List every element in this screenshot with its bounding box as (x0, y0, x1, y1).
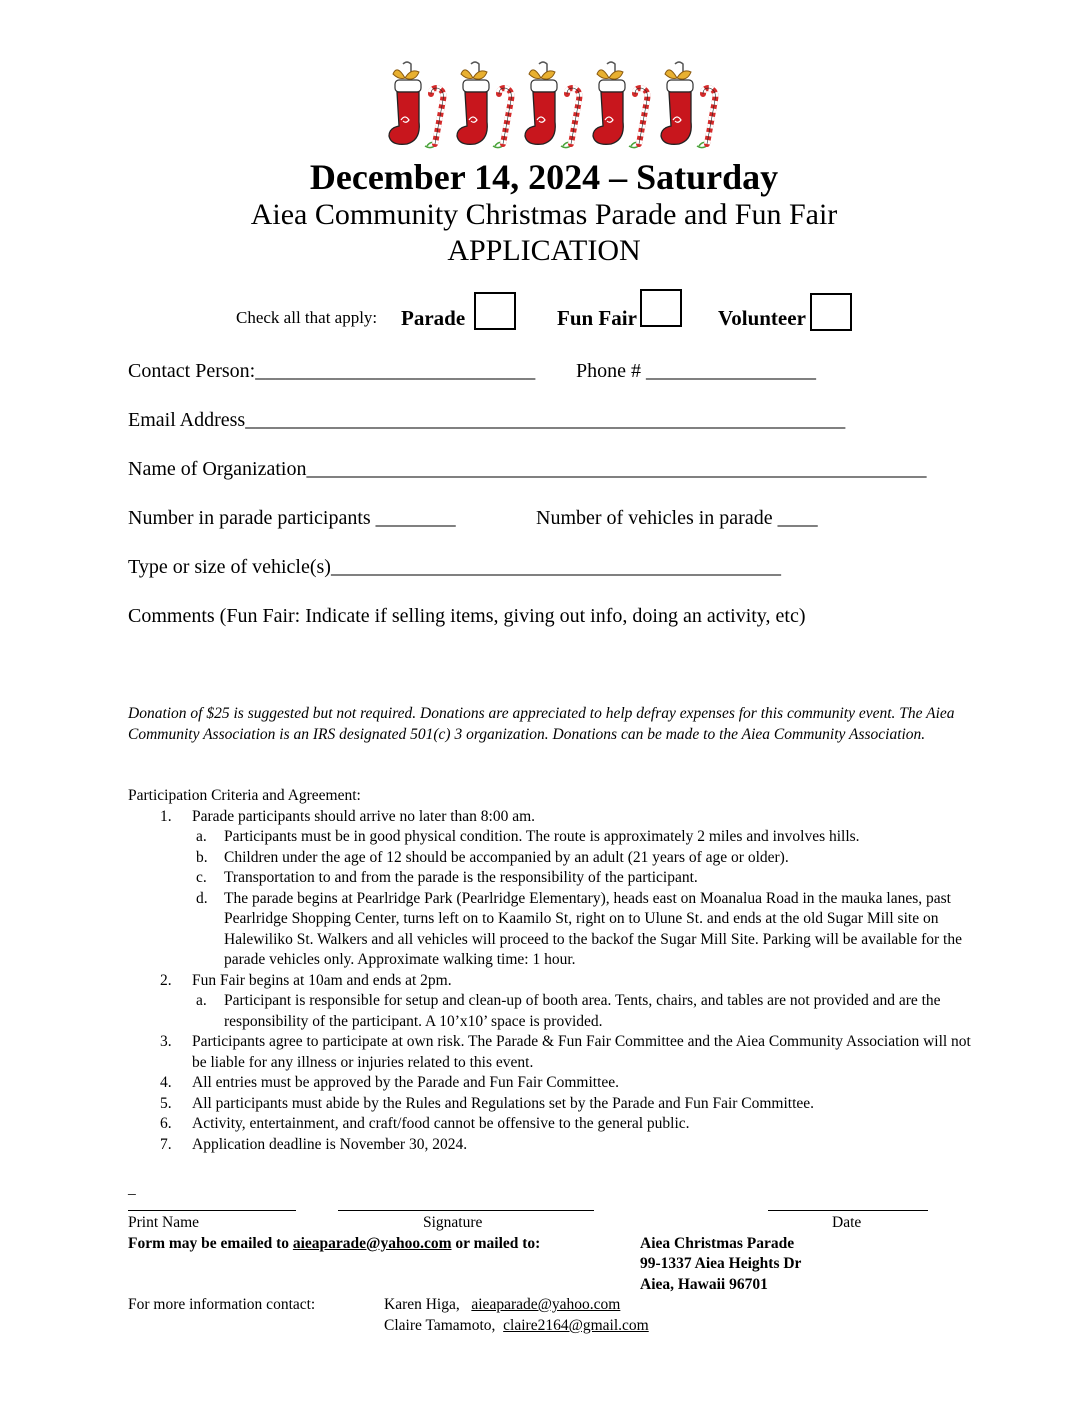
criteria-number: 6. (160, 1115, 172, 1132)
event-title: Aiea Community Christmas Parade and Fun Fair (250, 198, 838, 231)
organization-name-field[interactable]: Name of Organization______________________________________________________________ (128, 458, 927, 480)
mail-address-line-1: Aiea Christmas Parade (640, 1235, 795, 1252)
criteria-number: 4. (160, 1074, 172, 1091)
contact-claire (384, 1317, 649, 1335)
criteria-number: 3. (160, 1033, 172, 1050)
donation-note: Donation of $25 is suggested but not required. Donations are appreciated to help defray expenses for this community event. The Aiea Community Association is an IRS designated 501(c) 3 organization. Donations can be made to the Aiea Community Association. (128, 705, 955, 743)
contact-person-field[interactable]: Contact Person:____________________________ (128, 360, 536, 382)
criteria-text: Application deadline is November 30, 2024. (192, 1135, 468, 1153)
criteria-subitem (128, 991, 988, 1032)
criteria-subtext: Transportation to and from the parade is the responsibility of the participant. (224, 869, 698, 886)
criteria-text: All entries must be approved by the Parade and Fun Fair Committee. (192, 1074, 620, 1091)
submission-suffix: or mailed to: (451, 1235, 541, 1252)
print-name-label: Print Name (128, 1214, 200, 1231)
criteria-item (128, 1135, 988, 1156)
print-name-line[interactable] (128, 1210, 296, 1211)
participation-criteria (128, 786, 988, 1155)
criteria-item (128, 1073, 988, 1094)
criteria-number: 5. (160, 1094, 172, 1112)
criteria-subitem (128, 868, 988, 889)
criteria-text: Parade participants should arrive no later than 8:00 am. (192, 807, 536, 825)
mail-address-line-3: Aiea, Hawaii 96701 (640, 1276, 768, 1293)
volunteer-checkbox[interactable] (810, 293, 852, 331)
criteria-number: 2. (160, 971, 172, 989)
criteria-number: 1. (160, 807, 172, 825)
submission-prefix: Form may be emailed to (128, 1235, 293, 1252)
fun-fair-checkbox[interactable] (640, 289, 682, 327)
criteria-text: Activity, entertainment, and craft/food cannot be offensive to the general public. (192, 1115, 690, 1132)
email-address-field[interactable]: Email Address____________________________________________________________ (128, 409, 846, 431)
criteria-subtext: Children under the age of 12 should be accompanied by an adult (21 years of age or older). (224, 848, 789, 866)
contact-email-link[interactable]: claire2164@gmail.com (503, 1317, 649, 1334)
criteria-subtext: The parade begins at Pearlridge Park (Pearlridge Elementary), heads east on Moanalua Road in the mauka lanes, past Pearlridge Shopping Center, turns left on to Kaamilo St, right on to Ulune St. and ends at the old Sugar Mill site on Halewiliko St. Walkers and all vehicles will proceed to the backof the Sugar Mill Site. Parking will be available for the parade vehicles only. Approximate walking time: 1 hour. (224, 889, 962, 968)
criteria-subitem (128, 827, 988, 848)
criteria-number: 7. (160, 1135, 172, 1153)
submission-line (128, 1235, 540, 1253)
phone-field[interactable]: Phone # _________________ (576, 360, 816, 382)
stocking-icon (457, 62, 511, 148)
form-title: APPLICATION (447, 234, 641, 267)
stocking-icon (389, 62, 443, 148)
signature-line[interactable] (338, 1210, 594, 1211)
contact-name: Karen Higa, (384, 1296, 460, 1313)
date-line[interactable] (768, 1210, 928, 1211)
stocking-icon (593, 62, 647, 148)
criteria-item (128, 1032, 988, 1073)
submission-email-link[interactable]: aieaparade@yahoo.com (292, 1235, 452, 1252)
criteria-text: Fun Fair begins at 10am and ends at 2pm. (192, 971, 452, 989)
mail-address-line-2: 99-1337 Aiea Heights Dr (640, 1255, 802, 1272)
vehicles-count-field[interactable]: Number of vehicles in parade ____ (536, 507, 818, 529)
criteria-text: Participants agree to participate at own risk. The Parade & Fun Fair Committee and the Aiea Community Association will not be liable for any illness or injuries related to this event. (192, 1033, 971, 1071)
criteria-item (128, 807, 988, 828)
christmas-stocking-banner (385, 60, 745, 160)
criteria-subnumber: c. (196, 869, 207, 886)
criteria-list (128, 807, 988, 1156)
fun-fair-option-label: Fun Fair (557, 306, 637, 330)
parade-option-label: Parade (401, 306, 466, 330)
comments-label: Comments (Fun Fair: Indicate if selling items, giving out info, doing an activity, etc) (128, 605, 806, 627)
vehicle-type-field[interactable]: Type or size of vehicle(s)_____________________________________________ (128, 556, 781, 578)
more-info-label: For more information contact: (128, 1296, 316, 1313)
criteria-subitem (128, 848, 988, 869)
signature-label: Signature (423, 1214, 483, 1231)
criteria-subnumber: d. (196, 889, 208, 907)
criteria-item (128, 1114, 988, 1135)
check-prompt: Check all that apply: (236, 308, 378, 327)
criteria-subnumber: a. (196, 828, 207, 845)
parade-checkbox[interactable] (474, 292, 516, 330)
criteria-text: All participants must abide by the Rules and Regulations set by the Parade and Fun Fair Committee. (192, 1094, 815, 1112)
event-date-title: December 14, 2024 – Saturday (309, 157, 779, 197)
criteria-item (128, 1094, 988, 1115)
contact-karen (384, 1296, 620, 1314)
contact-email-link[interactable]: aieaparade@yahoo.com (471, 1296, 621, 1313)
criteria-heading: Participation Criteria and Agreement: (128, 787, 361, 804)
stocking-icon (525, 62, 579, 148)
criteria-subtext: Participants must be in good physical condition. The route is approximately 2 miles and involves hills. (224, 828, 860, 845)
criteria-subnumber: a. (196, 992, 207, 1009)
stray-dash: _ (128, 1180, 136, 1197)
parade-participants-field[interactable]: Number in parade participants ________ (128, 507, 456, 529)
volunteer-option-label: Volunteer (718, 306, 806, 330)
criteria-item (128, 971, 988, 992)
contact-name: Claire Tamamoto, (384, 1317, 496, 1334)
criteria-subtext: Participant is responsible for setup and clean-up of booth area. Tents, chairs, and tables are not provided and are the responsibility of the participant. A 10’x10’ space is provided. (224, 992, 941, 1030)
stocking-icon (661, 62, 715, 148)
date-label: Date (832, 1214, 862, 1231)
criteria-subnumber: b. (196, 848, 208, 866)
criteria-subitem (128, 889, 988, 971)
